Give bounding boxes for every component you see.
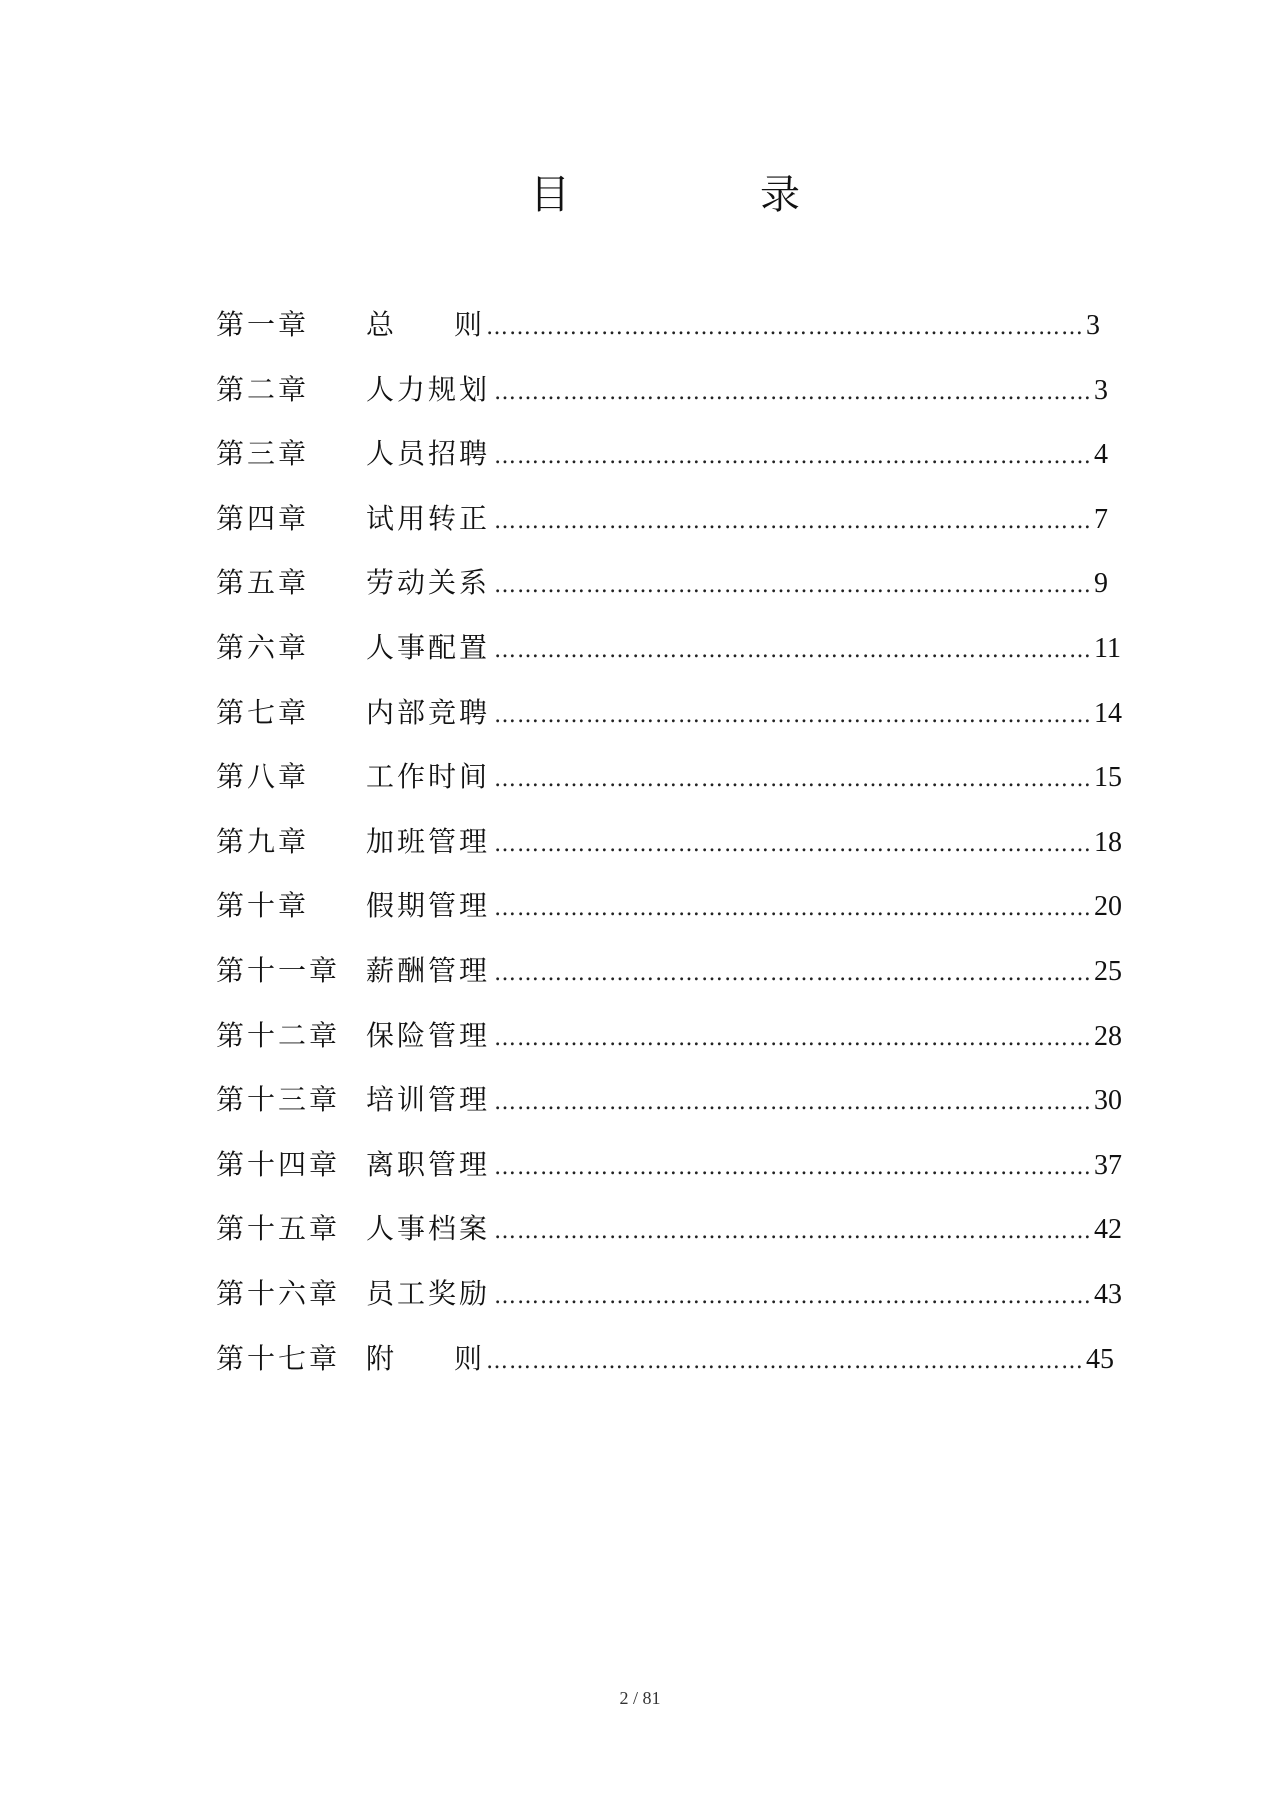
entry-page-number: 3: [1086, 310, 1100, 341]
dot-leader: ……………………………………………………………………: [494, 379, 1093, 405]
entry-chapter: 第七章: [216, 695, 310, 729]
entry-chapter: 第一章: [216, 308, 310, 341]
entry-title: [366, 293, 482, 358]
toc-entry[interactable]: [216, 681, 1123, 746]
toc-entry[interactable]: [216, 874, 1123, 939]
toc-entry[interactable]: [216, 1262, 1123, 1327]
dot-leader: ……………………………………………………………………: [494, 637, 1093, 663]
toc-list: [216, 293, 1123, 1391]
toc-title: [0, 165, 1280, 225]
entry-chapter: 第十五章: [216, 1212, 341, 1246]
toc-entry[interactable]: [216, 487, 1109, 552]
dot-leader: ……………………………………………………………………: [494, 831, 1093, 857]
entry-page-number: 28: [1094, 1020, 1123, 1052]
entry-title-char: 则: [453, 1341, 482, 1375]
toc-entry[interactable]: [216, 1327, 1114, 1392]
page-indicator: 2 / 81: [619, 1688, 661, 1708]
entry-chapter: 第十四章: [216, 1147, 341, 1181]
dot-leader: ……………………………………………………………………: [494, 702, 1093, 728]
entry-page-number: 3: [1094, 374, 1109, 406]
entry-title: 人事配置: [366, 630, 491, 664]
entry-page-number: 25: [1094, 955, 1123, 987]
dot-leader: ……………………………………………………………………: [494, 1025, 1093, 1051]
entry-page-number: 15: [1094, 762, 1123, 794]
entry-chapter: 第十一章: [216, 953, 341, 987]
toc-entry[interactable]: [216, 1004, 1123, 1069]
entry-chapter: 第十章: [216, 889, 310, 923]
dot-leader: ……………………………………………………………………: [494, 767, 1093, 793]
dot-leader: ……………………………………………………………………: [494, 960, 1093, 986]
entry-title-char: 附: [366, 1341, 395, 1375]
entry-title: 保险管理: [366, 1018, 491, 1052]
toc-entry[interactable]: [216, 293, 1100, 358]
entry-title: 内部竞聘: [366, 695, 491, 729]
toc-entry[interactable]: [216, 358, 1109, 423]
toc-entry[interactable]: [216, 1068, 1123, 1133]
entry-chapter: 第五章: [216, 566, 310, 600]
entry-title: 人力规划: [366, 372, 491, 406]
entry-chapter: 第二章: [216, 372, 310, 406]
entry-chapter: 第八章: [216, 760, 310, 794]
entry-title: 加班管理: [366, 824, 491, 858]
entry-chapter: 第十三章: [216, 1083, 341, 1117]
dot-leader: ……………………………………………………………………: [486, 315, 1084, 340]
entry-title: 试用转正: [366, 501, 491, 535]
entry-page-number: 42: [1094, 1214, 1123, 1246]
dot-leader: ……………………………………………………………………: [494, 1090, 1093, 1116]
entry-page-number: 9: [1094, 568, 1109, 600]
dot-leader: ……………………………………………………………………: [494, 1154, 1093, 1180]
toc-entry[interactable]: [216, 939, 1123, 1004]
toc-entry[interactable]: [216, 551, 1109, 616]
entry-title: 劳动关系: [366, 566, 491, 600]
toc-entry[interactable]: [216, 745, 1123, 810]
entry-title: 培训管理: [366, 1083, 491, 1117]
toc-entry[interactable]: [216, 1197, 1123, 1262]
entry-title: 离职管理: [366, 1147, 491, 1181]
entry-chapter: 第九章: [216, 824, 310, 858]
dot-leader: ……………………………………………………………………: [494, 1219, 1093, 1245]
dot-leader: ……………………………………………………………………: [494, 444, 1093, 470]
entry-page-number: 20: [1094, 891, 1123, 923]
entry-page-number: 11: [1094, 632, 1121, 664]
toc-title-char-1: 目: [530, 172, 570, 218]
entry-title: 假期管理: [366, 889, 491, 923]
toc-title-char-2: 录: [760, 172, 800, 218]
entry-title: 人事档案: [366, 1212, 491, 1246]
entry-page-number: 45: [1086, 1343, 1114, 1375]
entry-page-number: 37: [1094, 1149, 1123, 1181]
entry-page-number: 43: [1094, 1278, 1123, 1310]
entry-title: 人员招聘: [366, 437, 491, 471]
entry-page-number: 18: [1094, 826, 1123, 858]
dot-leader: ……………………………………………………………………: [486, 1348, 1084, 1374]
dot-leader: ……………………………………………………………………: [494, 573, 1093, 599]
entry-chapter: 第四章: [216, 501, 310, 535]
entry-page-number: 14: [1094, 697, 1123, 729]
entry-title-char: 总: [366, 308, 395, 341]
toc-entry[interactable]: [216, 422, 1109, 487]
entry-chapter: 第十六章: [216, 1276, 341, 1310]
toc-entry[interactable]: [216, 1133, 1123, 1198]
entry-chapter: 第六章: [216, 630, 310, 664]
entry-page-number: 30: [1094, 1085, 1123, 1117]
entry-page-number: 7: [1094, 503, 1109, 535]
dot-leader: ……………………………………………………………………: [494, 1283, 1093, 1309]
entry-title: [366, 1327, 482, 1392]
entry-chapter: 第十二章: [216, 1018, 341, 1052]
entry-page-number: 4: [1094, 439, 1109, 471]
entry-title: 薪酬管理: [366, 953, 491, 987]
dot-leader: ……………………………………………………………………: [494, 896, 1093, 922]
entry-title-char: 则: [453, 308, 482, 341]
entry-chapter: 第三章: [216, 437, 310, 471]
toc-entry[interactable]: [216, 616, 1121, 681]
entry-title: 工作时间: [366, 760, 491, 794]
entry-chapter: 第十七章: [216, 1341, 341, 1375]
toc-entry[interactable]: [216, 810, 1123, 875]
entry-title: 员工奖励: [366, 1276, 491, 1310]
dot-leader: ……………………………………………………………………: [494, 508, 1093, 534]
